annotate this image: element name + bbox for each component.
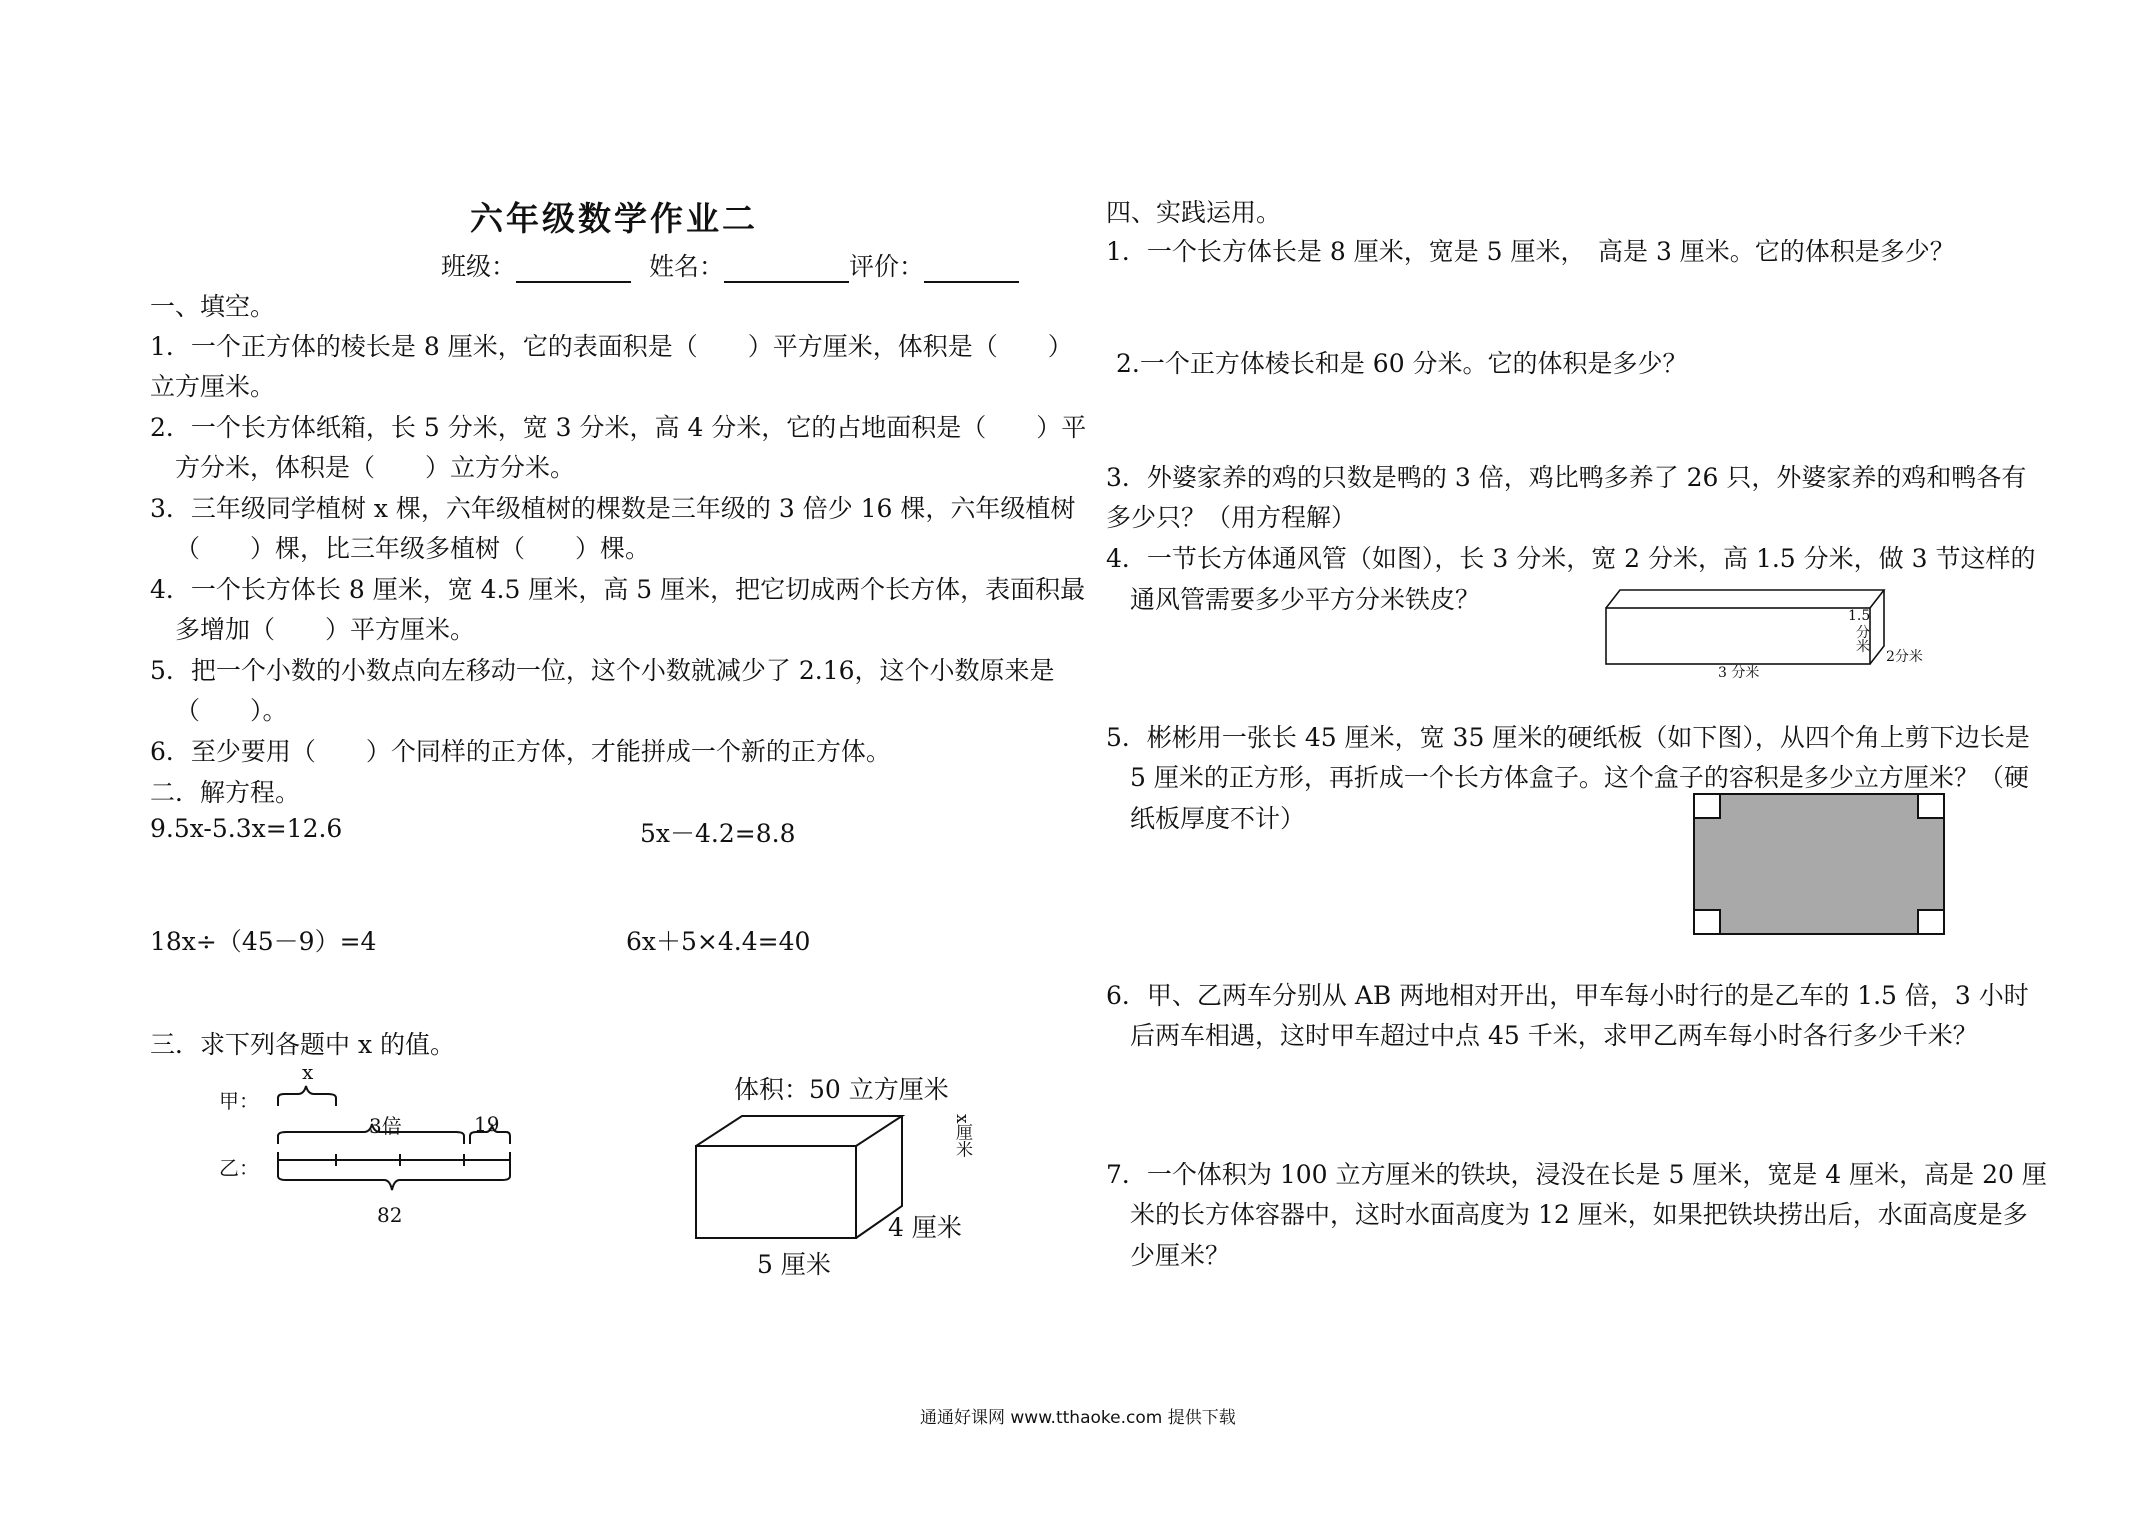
fig2-length-label: 5 厘米 xyxy=(757,1250,831,1279)
fill-item-4-line1: 4．一个长方体长 8 厘米，宽 4.5 厘米，高 5 厘米，把它切成两个长方体，表面积最 xyxy=(150,575,1086,604)
fig1-yi-label: 乙： xyxy=(219,1156,259,1180)
eval-blank xyxy=(924,255,1019,283)
fig2-depth-label: 4 厘米 xyxy=(888,1213,962,1242)
student-info-line xyxy=(441,247,1019,283)
practice-q7-line1: 7．一个体积为 100 立方厘米的铁块，浸没在长是 5 厘米，宽是 4 厘米，高是 20 厘 xyxy=(1106,1160,2047,1189)
practice-q6-line1: 6．甲、乙两车分别从 AB 两地相对开出，甲车每小时行的是乙车的 1.5 倍，3 小时 xyxy=(1106,981,2029,1010)
section1-heading: 一、填空。 xyxy=(150,292,276,321)
practice-q4-line1: 4．一节长方体通风管（如图），长 3 分米，宽 2 分米，高 1.5 分米，做 3 节这样的 xyxy=(1106,544,2036,573)
q5-cardboard-drawing xyxy=(1690,790,1950,940)
practice-q1: 1．一个长方体长是 8 厘米，宽是 5 厘米， 高是 3 厘米。它的体积是多少？ xyxy=(1106,237,1955,266)
fill-item-2-line1: 2．一个长方体纸箱，长 5 分米，宽 3 分米，高 4 分米，它的占地面积是（ ）平 xyxy=(150,413,1087,442)
name-blank xyxy=(724,255,849,283)
practice-q3-line1: 3．外婆家养的鸡的只数是鸭的 3 倍，鸡比鸭多养了 26 只，外婆家养的鸡和鸭各有 xyxy=(1106,463,2027,492)
fig1-total-label: 82 xyxy=(377,1203,403,1227)
fig1-nineteen-label: 19 xyxy=(474,1112,500,1136)
fig2-cuboid-drawing xyxy=(690,1112,950,1242)
section3-heading: 三．求下列各题中 x 的值。 xyxy=(150,1030,455,1059)
equation-1: 9.5x-5.3x=12.6 xyxy=(150,814,343,843)
fill-item-1-line1: 1．一个正方体的棱长是 8 厘米，它的表面积是（ ）平方厘米，体积是（ ） xyxy=(150,332,1073,361)
class-blank xyxy=(516,255,631,283)
fill-item-3-line1: 3．三年级同学植树 x 棵，六年级植树的棵数是三年级的 3 倍少 16 棵，六年级植树 xyxy=(150,494,1076,523)
fill-item-4-line2: 多增加（ ）平方厘米。 xyxy=(175,615,476,644)
q4-fig-height-1: 1.5 xyxy=(1848,608,1871,624)
q4-fig-width: 2分米 xyxy=(1886,649,1923,665)
fig1-jia-label: 甲： xyxy=(219,1089,259,1113)
fill-item-5-line2: （ ）。 xyxy=(175,696,288,725)
section4-heading: 四、实践运用。 xyxy=(1106,198,1282,227)
q4-fig-height-3: 米 xyxy=(1856,639,1870,655)
section2-heading: 二．解方程。 xyxy=(150,778,301,807)
practice-q5-line2: 5 厘米的正方形，再折成一个长方体盒子。这个盒子的容积是多少立方厘米？（硬 xyxy=(1130,763,2029,792)
fill-item-6-line1: 6．至少要用（ ）个同样的正方体，才能拼成一个新的正方体。 xyxy=(150,737,891,766)
fill-item-5-line1: 5．把一个小数的小数点向左移动一位，这个小数就减少了 2.16，这个小数原来是 xyxy=(150,656,1055,685)
practice-q5-line3: 纸板厚度不计） xyxy=(1130,804,1306,833)
page-title: 六年级数学作业二 xyxy=(470,199,758,238)
fig2-height-label: x厘米 xyxy=(952,1114,972,1158)
fig1-segment-diagram xyxy=(270,1080,520,1210)
practice-q7-line3: 少厘米？ xyxy=(1130,1241,1231,1270)
equation-3: 18x÷（45－9）=4 xyxy=(150,927,377,956)
fill-item-2-line2: 方分米，体积是（ ）立方分米。 xyxy=(175,453,576,482)
fig2-volume-label: 体积：50 立方厘米 xyxy=(734,1075,949,1104)
page-footer: 通通好课网 www.tthaoke.com 提供下载 xyxy=(920,1408,1236,1428)
class-label: 班级： xyxy=(441,252,517,281)
practice-q2: 2.一个正方体棱长和是 60 分米。它的体积是多少？ xyxy=(1116,349,1688,378)
q4-fig-height-2: 分 xyxy=(1856,625,1870,641)
name-label: 姓名： xyxy=(648,252,724,281)
q4-vent-pipe-drawing xyxy=(1600,584,1900,674)
practice-q6-line2: 后两车相遇，这时甲车超过中点 45 千米，求甲乙两车每小时各行多少千米？ xyxy=(1130,1021,1978,1050)
practice-q4-line2: 通风管需要多少平方分米铁皮？ xyxy=(1130,585,1481,614)
equation-2: 5x－4.2=8.8 xyxy=(640,819,796,848)
eval-label: 评价： xyxy=(848,252,924,281)
fill-item-1-line2: 立方厘米。 xyxy=(150,372,276,401)
fig1-x-label: x xyxy=(302,1060,314,1084)
q4-fig-length: 3 分米 xyxy=(1718,665,1760,681)
equation-4: 6x＋5×4.4=40 xyxy=(626,927,811,956)
fill-item-3-line2: （ ）棵，比三年级多植树（ ）棵。 xyxy=(175,534,651,563)
practice-q7-line2: 米的长方体容器中，这时水面高度为 12 厘米，如果把铁块捞出后，水面高度是多 xyxy=(1130,1200,2028,1229)
practice-q5-line1: 5．彬彬用一张长 45 厘米，宽 35 厘米的硬纸板（如下图），从四个角上剪下边长是 xyxy=(1106,723,2030,752)
practice-q3-line2: 多少只？（用方程解） xyxy=(1106,503,1357,532)
fig1-times-label: 3倍 xyxy=(369,1114,402,1138)
